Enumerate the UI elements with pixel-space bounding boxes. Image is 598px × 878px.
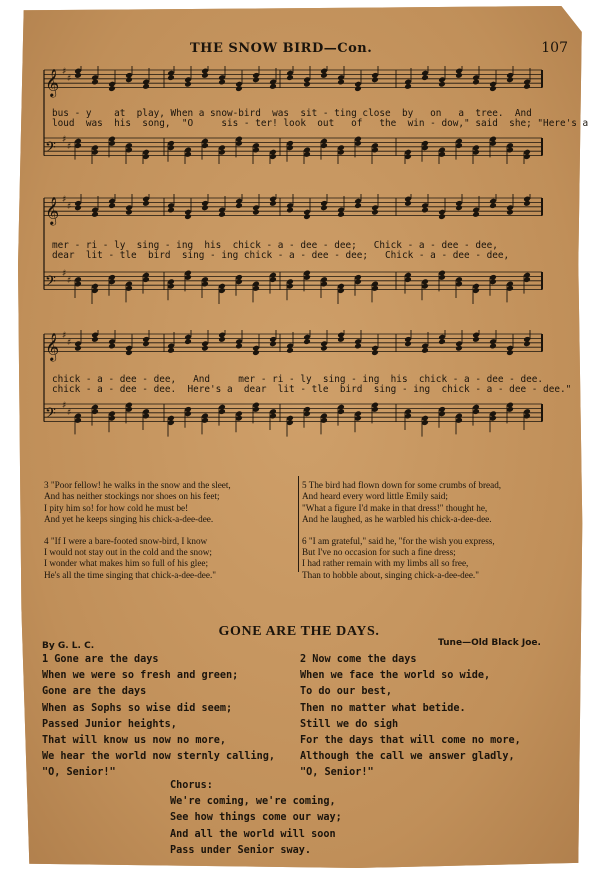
verse-line: 4 "If I were a bare-footed snow-bird, I know: [44, 535, 208, 546]
verse-6: [302, 536, 554, 582]
sharp-icon: ♯: [62, 401, 67, 411]
verse-line: 3 "Poor fellow! he walks in the snow and the sleet,: [44, 480, 231, 490]
note-head: [303, 213, 311, 220]
note-head: [74, 345, 82, 352]
note-head: [218, 79, 226, 86]
note-head: [91, 336, 99, 343]
note-head: [108, 202, 116, 209]
note-head: [455, 72, 463, 79]
note-head: [201, 72, 209, 79]
sharp-icon: ♯: [62, 135, 67, 145]
poem-line: Then no matter what betide.: [300, 702, 466, 714]
lyric-line: bus - y at play, When a snow-bird was sit - ting close by on a tree. And: [52, 108, 532, 119]
sharp-icon: ♯: [67, 202, 72, 212]
verse-4: [44, 536, 296, 582]
verse-line: And he laughed, as he warbled his chick-a-dee-dee.: [302, 514, 492, 525]
note-head: [125, 76, 133, 83]
lyric-line: chick - a - dee - dee. Here's a dear lit - tle bird sing - ing chick - a - dee - dee.": [52, 384, 572, 395]
note-head: [74, 72, 82, 79]
stanza-1: [42, 652, 275, 782]
note-head: [269, 83, 277, 90]
note-head: [91, 211, 99, 218]
verse-line: I wonder what makes him so full of his glee;: [44, 558, 209, 569]
note-head: [218, 336, 226, 343]
treble-clef-icon: 𝄞: [45, 332, 60, 361]
note-head: [320, 345, 328, 352]
lyric-line: mer - ri - ly sing - ing his chick - a - dee - dee; Chick - a - dee - dee,: [52, 240, 498, 251]
sharp-icon: ♯: [67, 74, 72, 84]
poem-line: To do our best,: [300, 686, 393, 698]
note-head: [74, 204, 82, 211]
verse-line: And has neither stockings nor shoes on his feet;: [44, 491, 220, 502]
treble-clef-icon: 𝄞: [45, 196, 60, 225]
poem-line: Although the call we answer gladly,: [300, 751, 515, 763]
chorus: [170, 778, 342, 859]
verse-line: 5 The bird had flown down for some crumbs of bread,: [302, 480, 502, 490]
poem-line: Passed Junior heights,: [42, 718, 177, 730]
verse-line: And yet he keeps singing his chick-a-dee-dee.: [44, 514, 214, 525]
note-head: [489, 85, 497, 92]
verse-line: "What a figure I'd make in that dress!" thought he,: [302, 502, 488, 513]
note-head: [506, 349, 514, 356]
note-head: [354, 202, 362, 209]
poem-line: Still we do sigh: [300, 718, 399, 730]
note-head: [167, 347, 175, 354]
note-head: [472, 79, 480, 86]
note-head: [523, 83, 531, 90]
poem-line: For the days that will come no more,: [300, 735, 521, 747]
note-head: [167, 207, 175, 214]
note-head: [201, 345, 209, 352]
note-head: [218, 211, 226, 218]
note-head: [142, 340, 150, 347]
note-head: [506, 209, 514, 216]
note-head: [371, 349, 379, 356]
note-head: [337, 79, 345, 86]
note-head: [371, 209, 379, 216]
note-head: [91, 79, 99, 86]
note-head: [142, 200, 150, 207]
note-head: [252, 209, 260, 216]
sharp-icon: ♯: [62, 195, 67, 205]
song-title: GONE ARE THE DAYS.: [218, 624, 380, 639]
verse-5: [302, 480, 554, 526]
note-head: [125, 349, 133, 356]
note-head: [303, 338, 311, 345]
note-head: [472, 336, 480, 343]
note-head: [125, 209, 133, 216]
note-head: [184, 213, 192, 220]
note-head: [421, 207, 429, 214]
note-head: [472, 211, 480, 218]
note-head: [523, 200, 531, 207]
sharp-icon: ♯: [62, 269, 67, 279]
note-head: [269, 200, 277, 207]
note-head: [455, 345, 463, 352]
sharp-icon: ♯: [62, 67, 67, 77]
note-head: [108, 343, 116, 350]
note-head: [235, 343, 243, 350]
song-byline: By G. L. C.: [42, 641, 95, 651]
note-head: [354, 85, 362, 92]
note-head: [235, 202, 243, 209]
poem-line: 2 Now come the days: [300, 654, 417, 665]
note-head: [337, 211, 345, 218]
note-head: [184, 338, 192, 345]
note-head: [404, 200, 412, 207]
note-head: [438, 338, 446, 345]
note-head: [252, 76, 260, 83]
poem-line: We're coming, we're coming,: [170, 796, 336, 808]
poem-line: We hear the world now sternly calling,: [42, 751, 276, 763]
lyric-line: chick - a - dee - dee, And mer - ri - ly sing - ing his chick - a - dee - dee.: [52, 374, 544, 385]
note-head: [354, 343, 362, 350]
note-head: [320, 204, 328, 211]
column-divider: [298, 476, 299, 572]
sharp-icon: ♯: [67, 276, 72, 286]
poem-line: Pass under Senior sway.: [170, 844, 312, 856]
note-head: [371, 76, 379, 83]
note-head: [269, 340, 277, 347]
note-head: [421, 74, 429, 81]
verse-line: But I've no occasion for such a fine dress;: [302, 547, 456, 558]
note-head: [438, 81, 446, 88]
note-head: [142, 83, 150, 90]
poem-line: Chorus:: [170, 780, 213, 791]
note-head: [201, 204, 209, 211]
note-head: [421, 347, 429, 354]
verse-3: [44, 480, 296, 526]
sharp-icon: ♯: [67, 408, 72, 418]
note-head: [438, 213, 446, 220]
note-head: [184, 81, 192, 88]
bass-clef-icon: 𝄢: [45, 139, 56, 160]
note-head: [404, 83, 412, 90]
poem-line: "O, Senior!": [42, 767, 116, 779]
note-head: [404, 340, 412, 347]
treble-clef-icon: 𝄞: [45, 68, 60, 97]
note-head: [167, 74, 175, 81]
note-head: [252, 349, 260, 356]
poem-line: See how things come our way;: [170, 812, 342, 824]
note-head: [320, 72, 328, 79]
note-head: [286, 347, 294, 354]
poem-line: Gone are the days: [42, 686, 147, 698]
note-head: [286, 74, 294, 81]
sharp-icon: ♯: [62, 331, 67, 341]
bass-clef-icon: 𝄢: [45, 273, 56, 294]
note-head: [455, 204, 463, 211]
note-head: [286, 207, 294, 214]
sharp-icon: ♯: [67, 142, 72, 152]
poem-line: When we face the world so wide,: [300, 670, 491, 682]
verse-line: Than to hobble about, singing chick-a-dee-dee.": [302, 569, 479, 580]
sharp-icon: ♯: [67, 338, 72, 348]
lyric-line: loud was his song, "O sis - ter! look out of the win - dow," said she; "Here's a: [52, 118, 589, 129]
verse-line: I would not stay out in the cold and the snow;: [44, 547, 212, 558]
note-head: [235, 85, 243, 92]
poem-line: When as Sophs so wise did seem;: [42, 702, 233, 714]
page-title: THE SNOW BIRD—Con.: [190, 41, 373, 56]
song-tune: Tune—Old Black Joe.: [438, 638, 541, 648]
verses-right-column: [302, 480, 554, 591]
verse-line: And heard every word little Emily said;: [302, 491, 448, 502]
note-head: [303, 81, 311, 88]
note-head: [489, 202, 497, 209]
poem-line: When we were so fresh and green;: [42, 670, 239, 682]
verse-line: He's all the time singing that chick-a-dee-dee.": [44, 569, 216, 580]
note-head: [489, 343, 497, 350]
verse-line: 6 "I am grateful," said he, "for the wish you express,: [302, 535, 495, 546]
verse-line: I pity him so! for how cold he must be!: [44, 502, 189, 513]
note-head: [523, 340, 531, 347]
note-head: [337, 336, 345, 343]
bass-clef-icon: 𝄢: [45, 405, 56, 426]
lyric-line: dear lit - tle bird sing - ing chick - a - dee - dee; Chick - a - dee - dee,: [52, 250, 510, 261]
stanza-2: [300, 652, 521, 782]
page-header: [0, 40, 598, 60]
verses-left-column: [44, 480, 296, 591]
poem-line: 1 Gone are the days: [42, 654, 159, 665]
poem-line: And all the world will soon: [170, 828, 336, 840]
poem-line: That will know us now no more,: [42, 735, 227, 747]
poem-line: "O, Senior!": [300, 767, 374, 779]
page-number: 107: [541, 40, 568, 56]
note-head: [506, 76, 514, 83]
note-head: [108, 85, 116, 92]
verse-line: I had rather remain with my limbs all so free,: [302, 558, 469, 569]
